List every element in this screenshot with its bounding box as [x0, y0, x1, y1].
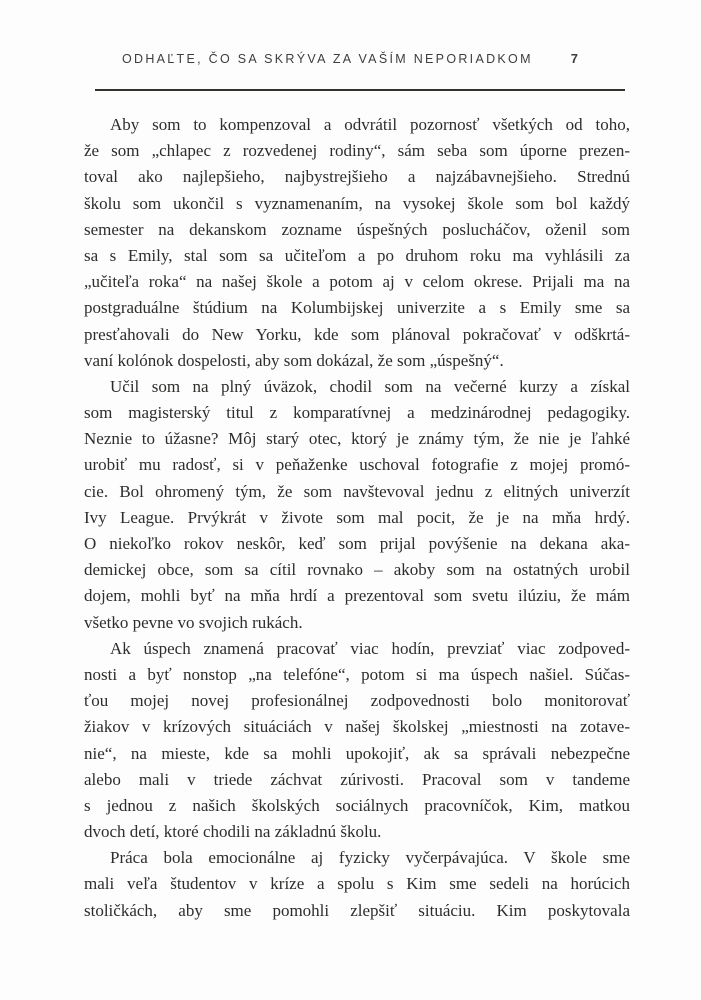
text-line: dvoch detí, ktoré chodili na základnú školu. — [84, 822, 382, 842]
running-title: ODHAĽTE, ČO SA SKRÝVA ZA VAŠÍM NEPORIADKOM — [121, 52, 533, 66]
text-line: dojem, mohli byť na mňa hrdí a prezentoval som svetu ilúziu, že mám — [84, 586, 630, 606]
text-line: semester na dekanskom zozname úspešných poslucháčov, oženil som — [84, 219, 630, 239]
text-line: „učiteľa roka“ na našej škole a potom aj v celom okrese. Prijali ma na — [84, 272, 630, 292]
text-line: nie“, na mieste, kde sa mohli upokojiť, ak sa správali nebezpečne — [84, 743, 630, 763]
running-head — [0, 51, 701, 66]
text-line: mali veľa študentov v kríze a spolu s Kim sme sedeli na horúcich — [84, 874, 630, 894]
text-line: všetko pevne vo svojich rukách. — [84, 612, 303, 632]
text-line: alebo mali v triede záchvat zúrivosti. Pracoval som v tandeme — [84, 769, 630, 789]
text-line: Ak úspech znamená pracovať viac hodín, prevziať viac zodpoved- — [110, 638, 630, 658]
text-line: Aby som to kompenzoval a odvrátil pozornosť všetkých od toho, — [110, 115, 630, 134]
paragraph — [84, 845, 630, 924]
paragraph — [84, 374, 630, 636]
text-line: toval ako najlepšieho, najbystrejšieho a najzábavnejšieho. Strednú — [84, 167, 630, 187]
text-line: demickej obce, som sa cítil rovnako – akoby som na ostatných urobil — [84, 560, 630, 580]
text-line: žiakov v krízových situáciách v našej školskej „miestnosti na zotave- — [84, 717, 630, 737]
paragraph — [84, 112, 630, 374]
paragraph — [84, 636, 630, 846]
text-line: urobiť mu radosť, si v peňaženke uschoval fotografie z mojej promó- — [84, 455, 630, 475]
text-line: ťou mojej novej profesionálnej zodpovednosti bolo monitorovať — [84, 691, 630, 711]
body-text — [84, 112, 630, 924]
text-line: cie. Bol ohromený tým, že som navštevoval jednu z elitných univerzít — [84, 481, 630, 501]
text-line: Práca bola emocionálne aj fyzicky vyčerpávajúca. V škole sme — [110, 848, 630, 868]
text-line: školu som ukončil s vyznamenaním, na vysokej škole som bol každý — [84, 193, 630, 213]
header-rule — [95, 89, 625, 91]
text-line: som magisterský titul z komparatívnej a medzinárodnej pedagogiky. — [84, 403, 630, 423]
text-line: presťahovali do New Yorku, kde som plánoval pokračovať v odškrtá- — [84, 324, 630, 344]
text-line: stoličkách, aby sme pomohli zlepšiť situáciu. Kim poskytovala — [84, 900, 630, 920]
text-line: sa s Emily, stal som sa učiteľom a po druhom roku ma vyhlásili za — [84, 245, 630, 265]
page-number: 7 — [570, 51, 580, 66]
text-line: vaní kolónok dospelosti, aby som dokázal, že som „úspešný“. — [84, 350, 504, 370]
text-line: Učil som na plný úväzok, chodil som na večerné kurzy a získal — [110, 376, 630, 396]
text-line: nosti a byť nonstop „na telefóne“, potom si ma úspech našiel. Súčas- — [84, 664, 630, 684]
text-line: že som „chlapec z rozvedenej rodiny“, sám seba som úporne prezen- — [84, 141, 630, 161]
text-line: Ivy League. Prvýkrát v živote som mal pocit, že je na mňa hrdý. — [84, 507, 630, 527]
text-line: postgraduálne štúdium na Kolumbijskej univerzite a s Emily sme sa — [84, 298, 630, 318]
text-line: Neznie to úžasne? Môj starý otec, ktorý je známy tým, že nie je ľahké — [84, 429, 630, 449]
text-line: O niekoľko rokov neskôr, keď som prijal povýšenie na dekana aka- — [84, 534, 630, 553]
text-line: s jednou z našich školských sociálnych pracovníčok, Kim, matkou — [84, 795, 630, 815]
